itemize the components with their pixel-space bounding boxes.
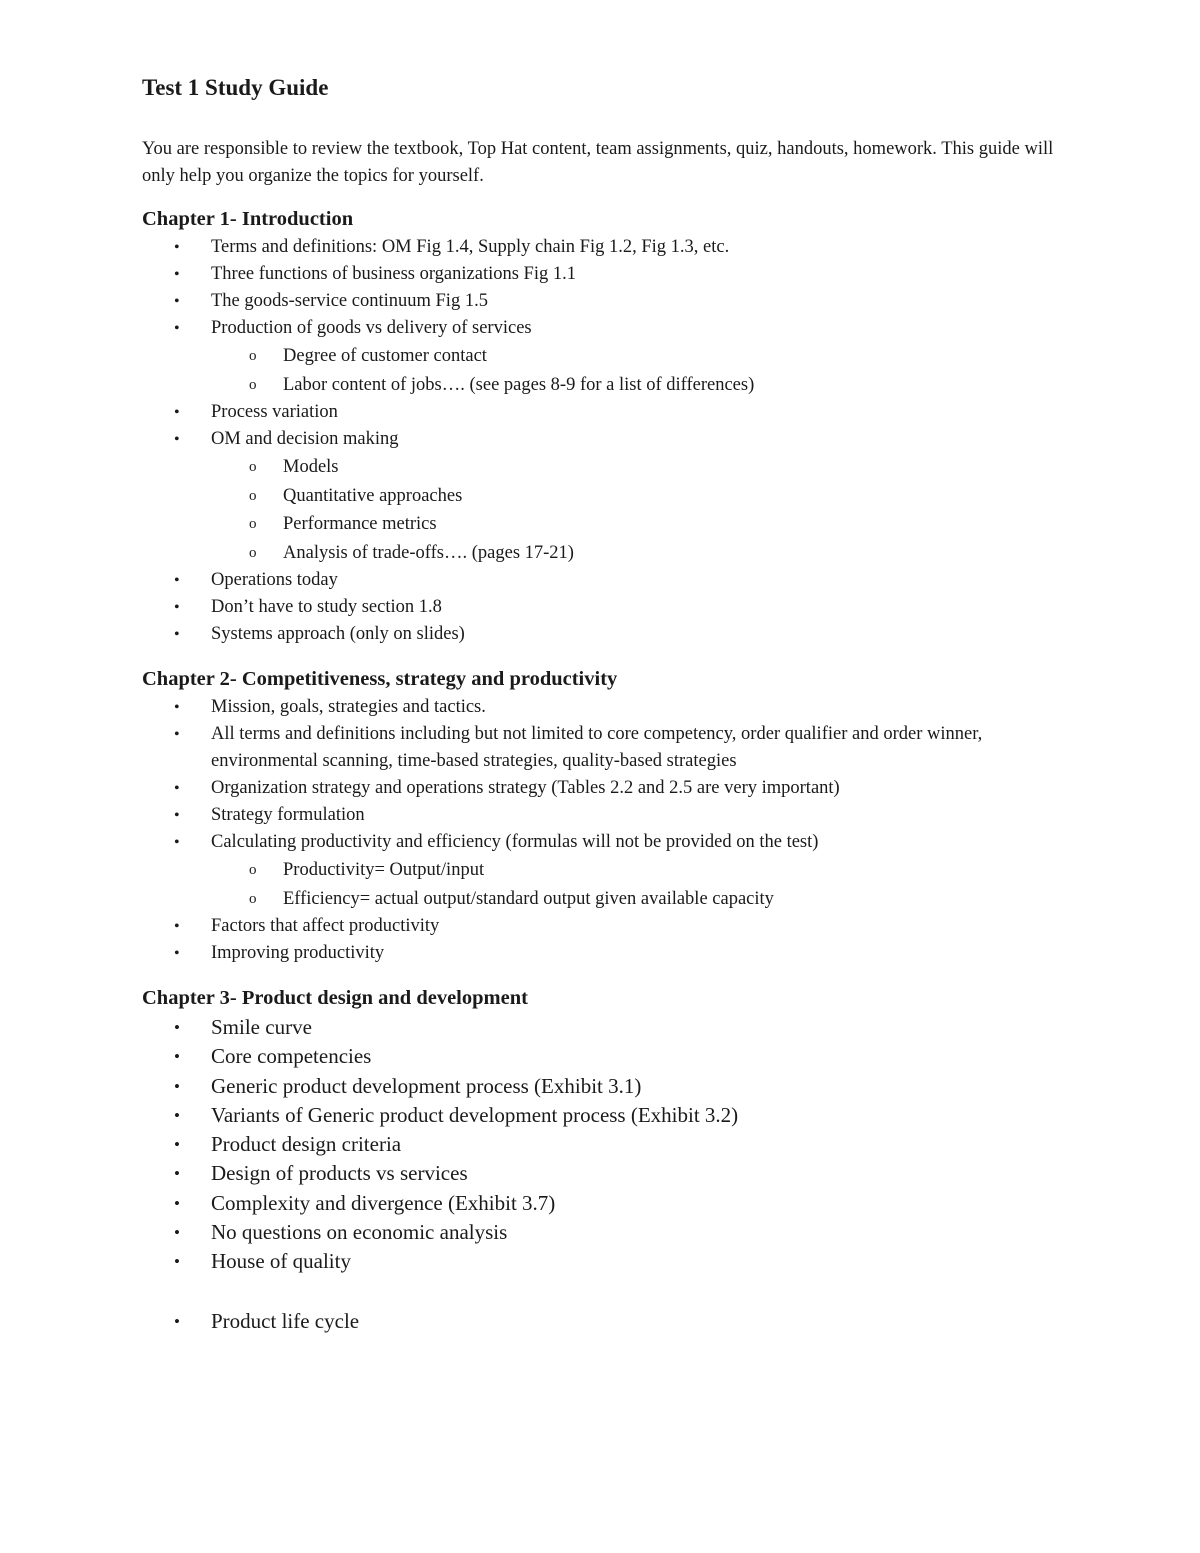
list-item: • The goods-service continuum Fig 1.5 xyxy=(142,288,1062,315)
chapter-3-heading: Chapter 3- Product design and development xyxy=(142,987,528,1009)
list-item: • Operations today xyxy=(142,567,1062,594)
document-page xyxy=(142,70,1062,1336)
list-item: • Mission, goals, strategies and tactics. xyxy=(142,694,1062,721)
chapter-2-heading: Chapter 2- Competitiveness, strategy and productivity xyxy=(142,668,618,690)
bullet-icon: • xyxy=(174,834,180,851)
chapter-3-list xyxy=(142,1013,1062,1336)
list-item: • House of quality xyxy=(142,1247,1062,1276)
bullet-icon: • xyxy=(174,1223,180,1243)
sub-bullet-icon: o xyxy=(249,487,257,504)
list-item: • Organization strategy and operations strategy (Tables 2.2 and 2.5 are very important) xyxy=(142,775,1062,802)
list-item: • No questions on economic analysis xyxy=(142,1218,1062,1247)
list-item: • Strategy formulation xyxy=(142,802,1062,829)
bullet-icon: • xyxy=(174,1164,180,1184)
list-item: • All terms and definitions including but not limited to core competency, order qualifier and order winner, environmental scanning, time-based strategies, quality-based strategies xyxy=(142,721,1062,775)
chapter-1-section xyxy=(142,204,1062,648)
list-item: • Design of products vs services xyxy=(142,1159,1062,1188)
sub-list-item: o Efficiency= actual output/standard output given available capacity xyxy=(211,885,1062,914)
bullet-icon: • xyxy=(174,807,180,824)
bullet-icon: • xyxy=(174,1105,180,1125)
list-item: • Factors that affect productivity xyxy=(142,913,1062,940)
chapter-1-list xyxy=(142,234,1062,648)
list-item: • Production of goods vs delivery of services o Degree of customer contact o Labor content of jobs…. (see pages 8-9 for a list of differences) xyxy=(142,315,1062,399)
list-item: • Generic product development process (Exhibit 3.1) xyxy=(142,1072,1062,1101)
list-item: • Variants of Generic product development process (Exhibit 3.2) xyxy=(142,1101,1062,1130)
chapter-2-section xyxy=(142,664,1062,967)
sub-list-item: o Models xyxy=(211,453,1062,482)
bullet-icon: • xyxy=(174,1047,180,1067)
bullet-icon: • xyxy=(174,918,180,935)
intro-paragraph: You are responsible to review the textbook, Top Hat content, team assignments, quiz, handouts, homework. This guide will only help you organize the topics for yourself. xyxy=(142,139,1054,186)
list-item: • Don’t have to study section 1.8 xyxy=(142,594,1062,621)
list-item: • Smile curve xyxy=(142,1013,1062,1042)
list-item: • Three functions of business organizations Fig 1.1 xyxy=(142,261,1062,288)
list-item: • Product design criteria xyxy=(142,1130,1062,1159)
sub-list-item: o Quantitative approaches xyxy=(211,482,1062,511)
list-item: • Product life cycle xyxy=(142,1307,1062,1336)
sub-list xyxy=(211,453,1062,567)
bullet-icon: • xyxy=(174,726,180,743)
list-item: • Calculating productivity and efficiency (formulas will not be provided on the test) o Productivity= Output/input o Efficiency= actual output/standard output given available capacity xyxy=(142,829,1062,913)
sub-list xyxy=(211,342,1062,399)
bullet-icon: • xyxy=(174,431,180,448)
list-item: • Complexity and divergence (Exhibit 3.7) xyxy=(142,1189,1062,1218)
sub-list-item: o Productivity= Output/input xyxy=(211,856,1062,885)
bullet-icon: • xyxy=(174,599,180,616)
sub-bullet-icon: o xyxy=(249,862,257,878)
bullet-icon: • xyxy=(174,1311,180,1331)
sub-list-item: o Analysis of trade-offs…. (pages 17-21) xyxy=(211,539,1062,568)
bullet-icon: • xyxy=(174,572,180,589)
chapter-2-list xyxy=(142,694,1062,967)
sub-bullet-icon: o xyxy=(249,544,257,561)
sub-bullet-icon: o xyxy=(249,459,257,475)
sub-list-item: o Performance metrics xyxy=(211,510,1062,539)
sub-bullet-icon: o xyxy=(249,516,257,532)
list-item: • Terms and definitions: OM Fig 1.4, Supply chain Fig 1.2, Fig 1.3, etc. xyxy=(142,234,1062,261)
list-item: • Core competencies xyxy=(142,1042,1062,1071)
chapter-1-heading: Chapter 1- Introduction xyxy=(142,208,354,230)
sub-bullet-icon: o xyxy=(249,348,257,364)
sub-bullet-icon: o xyxy=(249,890,257,907)
bullet-icon: • xyxy=(174,239,180,256)
document-title: Test 1 Study Guide xyxy=(142,75,329,100)
bullet-icon: • xyxy=(174,1018,180,1037)
sub-list-item: o Labor content of jobs…. (see pages 8-9 for a list of differences) xyxy=(211,371,1062,400)
bullet-icon: • xyxy=(174,293,180,310)
sub-list-item: o Degree of customer contact xyxy=(211,342,1062,371)
bullet-icon: • xyxy=(174,1076,180,1096)
bullet-icon: • xyxy=(174,1193,180,1213)
bullet-icon: • xyxy=(174,266,180,283)
bullet-icon: • xyxy=(174,699,180,716)
bullet-icon: • xyxy=(174,626,180,643)
bullet-icon: • xyxy=(174,1135,180,1155)
list-item: • Process variation xyxy=(142,399,1062,426)
bullet-icon: • xyxy=(174,1252,180,1272)
sub-bullet-icon: o xyxy=(249,376,257,393)
bullet-icon: • xyxy=(174,780,180,797)
list-item: • OM and decision making o Models o Quantitative approaches o Performance metrics o Analysis of trade-offs…. (pages 17-21) xyxy=(142,426,1062,567)
bullet-icon: • xyxy=(174,320,180,337)
sub-list xyxy=(211,856,1062,913)
list-item: • Systems approach (only on slides) xyxy=(142,621,1062,648)
list-item: • Improving productivity xyxy=(142,940,1062,967)
bullet-icon: • xyxy=(174,945,180,962)
bullet-icon: • xyxy=(174,404,180,421)
chapter-3-section xyxy=(142,983,1062,1336)
